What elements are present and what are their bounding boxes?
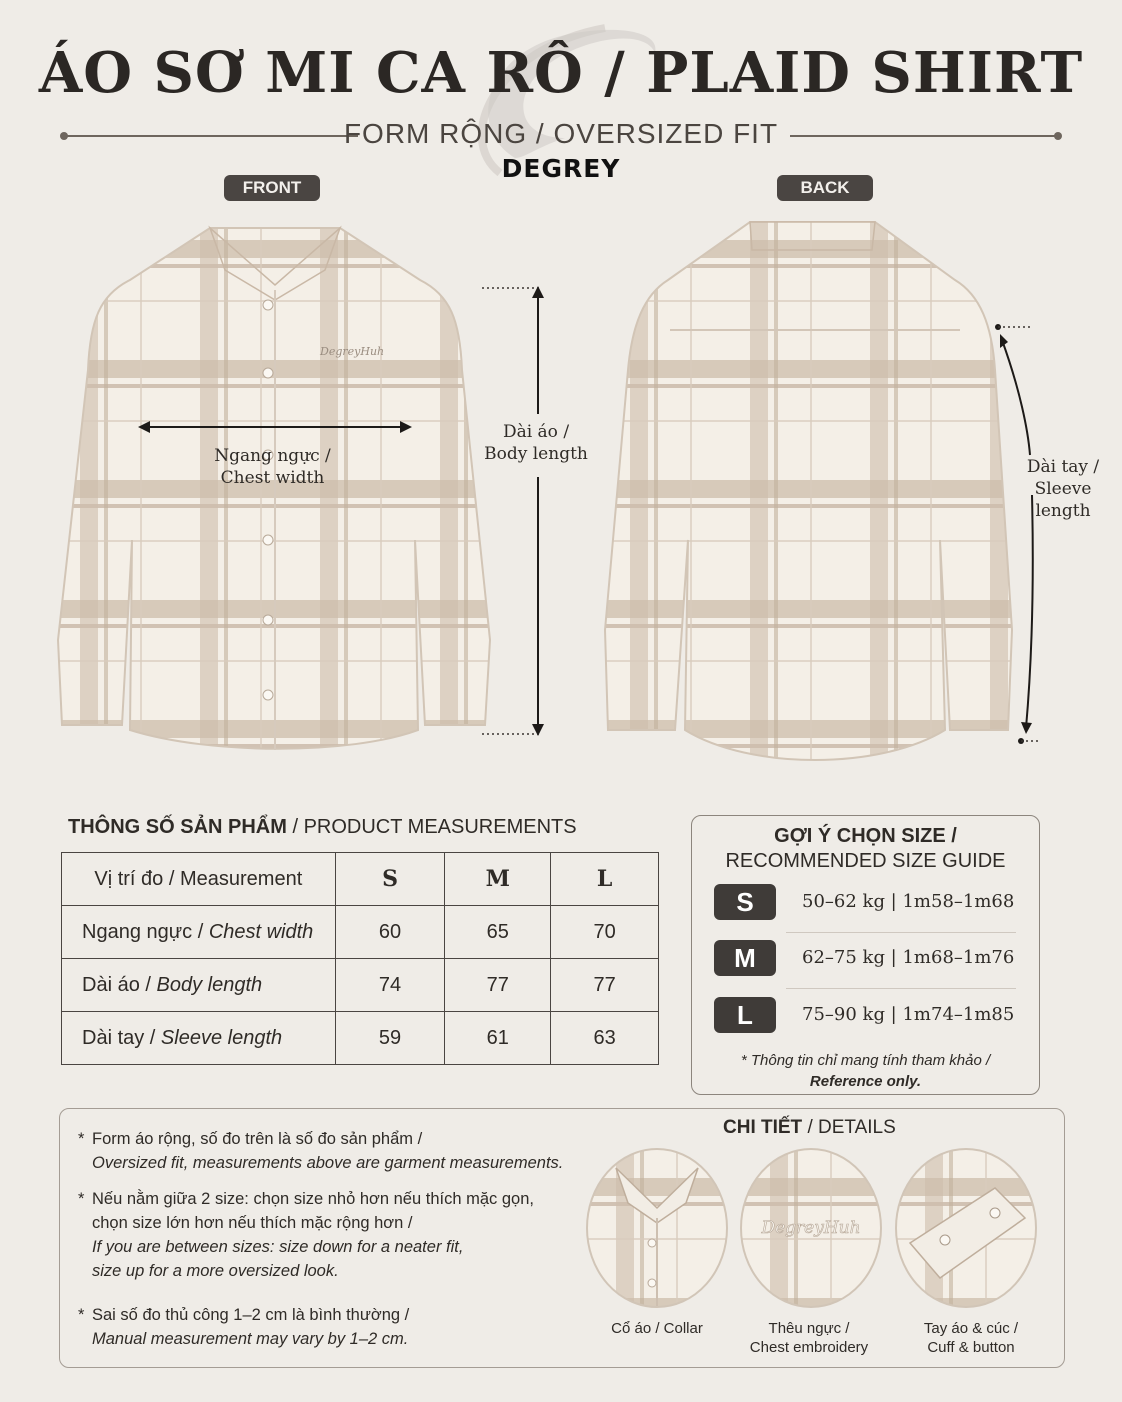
size-guide-row-l xyxy=(714,997,1024,1037)
chest-embroidery: DegreyHuh xyxy=(320,345,385,358)
sleeve-length-en: Sleeve length xyxy=(1034,479,1092,521)
sleeve-length-vi: Dài tay / xyxy=(1026,457,1100,477)
chest-width-en: Chest width xyxy=(220,468,325,488)
embroidery-script: DegreyHuh xyxy=(761,1218,861,1238)
note-item xyxy=(78,1127,578,1175)
row-label-vi: Dài tay xyxy=(82,1026,145,1049)
body-length-arrow xyxy=(480,282,550,742)
measurements-title-en: / PRODUCT MEASUREMENTS xyxy=(292,816,577,838)
note-vi: Form áo rộng, số đo trên là số đo sản phẩm / xyxy=(92,1130,423,1148)
subtitle-row xyxy=(60,118,1062,154)
size-badge: L xyxy=(714,997,776,1033)
cell-l: 77 xyxy=(551,959,659,1012)
size-s-header: S xyxy=(335,853,445,906)
size-info: 62–75 kg | 1m68–1m76 xyxy=(802,947,1015,968)
sleeve-length-label xyxy=(1008,456,1118,522)
note-item xyxy=(78,1303,578,1351)
size-guide-title-vi: GỢI Ý CHỌN SIZE / xyxy=(774,825,957,847)
size-guide-box xyxy=(691,815,1040,1095)
brand-logo: DEGREY xyxy=(501,154,621,183)
cell-l: 70 xyxy=(551,906,659,959)
row-label-en: Body length xyxy=(156,973,263,996)
size-m-header: M xyxy=(445,853,551,906)
table-row xyxy=(62,906,659,959)
row-label-vi: Dài áo xyxy=(82,973,140,996)
front-view-label: FRONT xyxy=(224,175,320,201)
page-title: ÁO SƠ MI CA RÔ / PLAID SHIRT xyxy=(38,40,1084,106)
asterisk-icon: * xyxy=(78,1190,85,1208)
chest-embroidery-detail-image xyxy=(740,1148,882,1308)
size-guide-note-vi: * Thông tin chỉ mang tính tham khảo / xyxy=(740,1052,991,1069)
table-row xyxy=(62,1012,659,1065)
collar-detail-image xyxy=(586,1148,728,1308)
measurements-table xyxy=(61,852,659,1065)
size-info: 75–90 kg | 1m74–1m85 xyxy=(802,1004,1015,1025)
row-label: Dài áo / Body length xyxy=(62,959,336,1012)
size-l-header: L xyxy=(551,853,659,906)
collar-caption: Cổ áo / Collar xyxy=(611,1320,703,1337)
chest-embroidery-caption xyxy=(724,1319,894,1357)
note-vi-2: chọn size lớn hơn nếu thích mặc rộng hơn / xyxy=(92,1214,413,1232)
row-label-vi: Ngang ngực xyxy=(82,920,193,943)
asterisk-icon: * xyxy=(78,1130,85,1148)
details-title xyxy=(723,1117,896,1139)
size-guide-note xyxy=(692,1050,1039,1092)
size-info: 50–62 kg | 1m58–1m68 xyxy=(802,891,1015,912)
note-en: Manual measurement may vary by 1–2 cm. xyxy=(92,1330,409,1348)
cell-m: 65 xyxy=(445,906,551,959)
row-divider xyxy=(786,988,1016,989)
table-header-row xyxy=(62,853,659,906)
chest-width-label xyxy=(200,445,345,489)
size-badge: S xyxy=(714,884,776,920)
back-view-label: BACK xyxy=(777,175,873,201)
size-guide-row-s xyxy=(714,884,1024,924)
caption-vi: Thêu ngực / xyxy=(768,1320,850,1337)
cell-m: 77 xyxy=(445,959,551,1012)
row-label-en: Chest width xyxy=(208,920,314,943)
caption-vi: Tay áo & cúc / xyxy=(923,1320,1019,1337)
note-en-2: size up for a more oversized look. xyxy=(92,1262,339,1280)
row-divider xyxy=(786,932,1016,933)
note-en: Oversized fit, measurements above are garment measurements. xyxy=(92,1154,564,1172)
measure-header-en: / Measurement xyxy=(168,867,303,890)
cell-s: 60 xyxy=(335,906,445,959)
front-shirt-illustration xyxy=(50,210,500,780)
caption-en: Chest embroidery xyxy=(749,1339,869,1356)
size-badge: M xyxy=(714,940,776,976)
note-vi: Sai số đo thủ công 1–2 cm là bình thường / xyxy=(92,1306,410,1324)
measurements-title-vi: THÔNG SỐ SẢN PHẨM xyxy=(68,816,287,838)
size-guide-row-m xyxy=(714,940,1024,980)
cuff-caption xyxy=(886,1319,1056,1357)
cuff-detail-image xyxy=(895,1148,1037,1308)
chest-width-vi: Ngang ngực / xyxy=(214,446,331,466)
details-title-vi: CHI TIẾT xyxy=(723,1117,803,1138)
back-shirt-illustration xyxy=(600,210,1020,785)
details-title-en: / DETAILS xyxy=(807,1117,896,1138)
cell-l: 63 xyxy=(551,1012,659,1065)
caption-en: Cuff & button xyxy=(927,1339,1015,1356)
size-guide-note-en: Reference only. xyxy=(809,1073,922,1090)
cell-s: 59 xyxy=(335,1012,445,1065)
sleeve-length-arrow xyxy=(990,320,1040,750)
body-length-label xyxy=(484,421,588,465)
note-item xyxy=(78,1187,578,1283)
row-label: Dài tay / Sleeve length xyxy=(62,1012,336,1065)
note-vi: Nếu nằm giữa 2 size: chọn size nhỏ hơn nếu thích mặc gọn, xyxy=(92,1190,534,1208)
body-length-en: Body length xyxy=(484,444,588,464)
row-label: Ngang ngực / Chest width xyxy=(62,906,336,959)
measure-header xyxy=(62,853,336,906)
cell-m: 61 xyxy=(445,1012,551,1065)
page-subtitle: FORM RỘNG / OVERSIZED FIT xyxy=(343,118,779,149)
row-label-en: Sleeve length xyxy=(160,1026,283,1049)
table-row xyxy=(62,959,659,1012)
cell-s: 74 xyxy=(335,959,445,1012)
body-length-vi: Dài áo / xyxy=(502,422,570,442)
size-guide-title-en: RECOMMENDED SIZE GUIDE xyxy=(725,850,1006,872)
measure-header-vi: Vị trí đo xyxy=(94,867,164,890)
size-guide-title xyxy=(692,824,1039,874)
note-en: If you are between sizes: size down for a neater fit, xyxy=(92,1238,464,1256)
measurements-title xyxy=(68,816,577,839)
asterisk-icon: * xyxy=(78,1306,85,1324)
